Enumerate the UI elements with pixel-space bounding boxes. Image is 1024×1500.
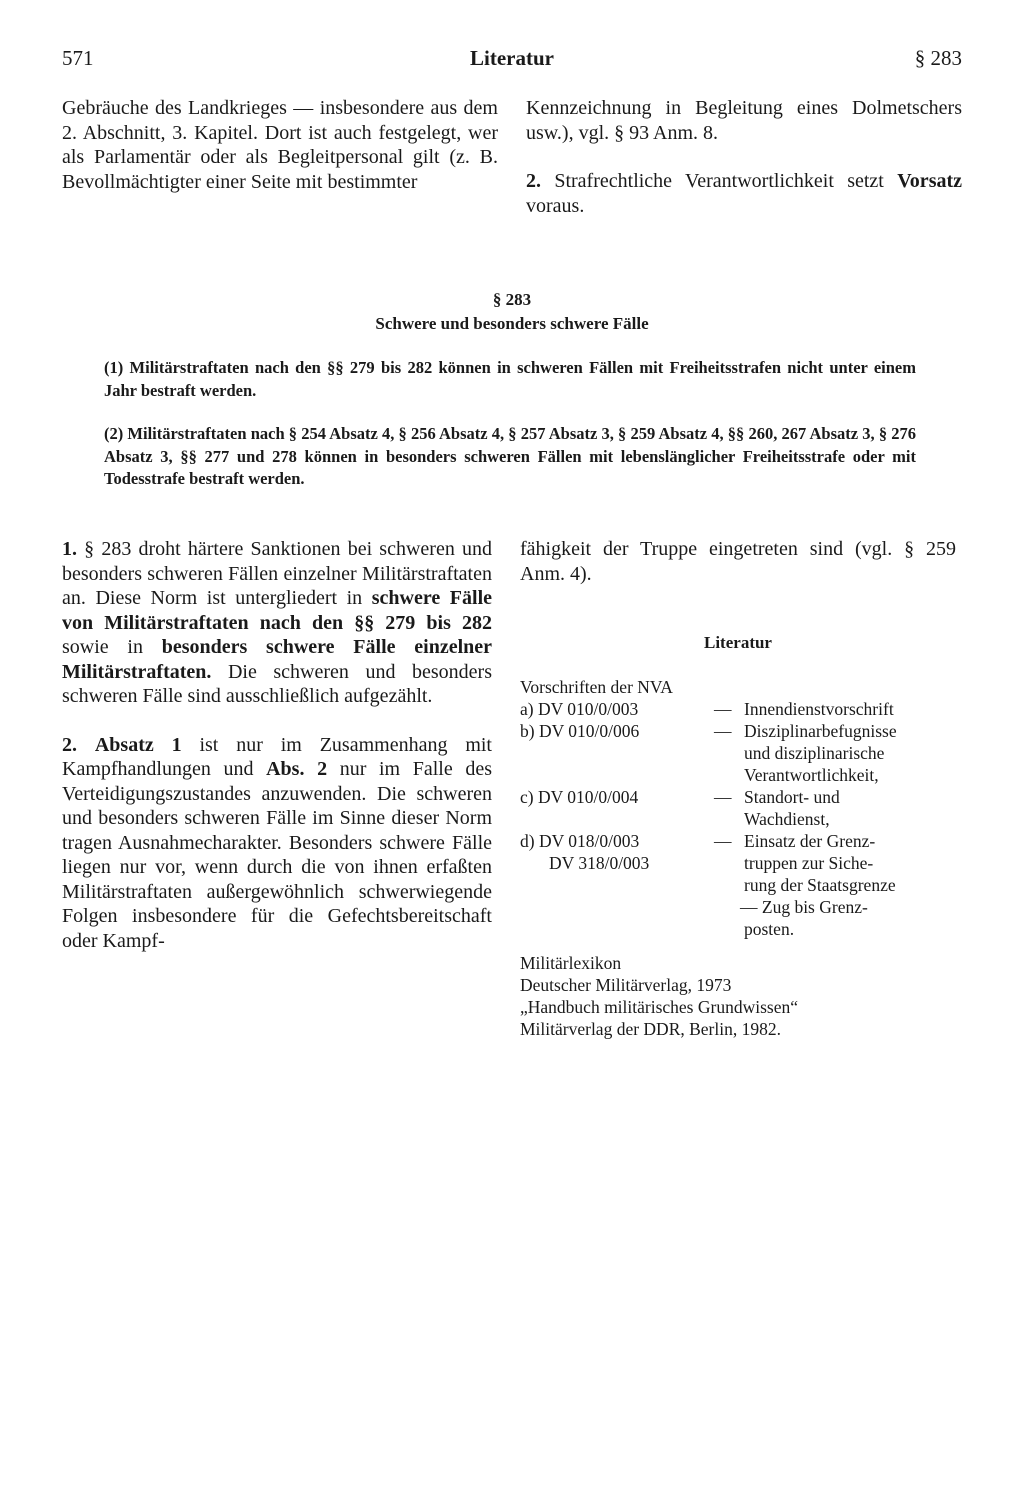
literature-entry-description: Innendienstvorschrift xyxy=(744,699,894,719)
literature-entry-dash: — xyxy=(714,721,732,741)
top-right-paragraph-1: Kennzeichnung in Begleitung eines Dolmetschers usw.), vgl. § 93 Anm. 8. xyxy=(526,97,962,144)
top-right-paragraph-2 xyxy=(526,169,962,218)
note-1-bold-a: schwere Fälle von Militärstraftaten nach den §§ 279 bis 282 xyxy=(62,587,493,634)
note-number: 2. xyxy=(526,170,541,192)
literature-entry-description: Disziplinarbefugnisse xyxy=(744,721,897,741)
literature-reference: „Handbuch militärisches Grundwissen“ xyxy=(520,997,798,1017)
note-1-bold-b: besonders schwere Fälle einzelner Militärstraftaten. xyxy=(62,636,493,683)
note-2-bold-b: Abs. 2 xyxy=(266,758,328,780)
literature-entry-description: — Zug bis Grenz- xyxy=(740,897,868,917)
section-number: § 283 xyxy=(492,290,532,309)
note-1-text-c: Die schweren und besonders schweren Fälle sind ausschließlich aufgezählt. xyxy=(62,660,492,707)
section-title: Schwere und besonders schwere Fälle xyxy=(375,314,649,333)
top-left-column xyxy=(62,96,498,194)
commentary-right-column xyxy=(520,537,956,586)
literature-reference: Militärverlag der DDR, Berlin, 1982. xyxy=(520,1019,781,1039)
note-2-text-b: nur im Falle des Verteidigungszustandes anzuwenden. Die schweren und besonders schweren Fälle im Sinne dieser Norm tragen Ausnahmecharakter. Besonders schwere Fälle liegen nur vor, wenn durch die von ihnen erfaßten Militärstraftaten außergewöhnlich schwerwiegende Folgen insbesondere für die Gefechtsbereitschaft oder Kampf- xyxy=(62,758,492,952)
note-1-number: 1. xyxy=(62,538,77,560)
commentary-continuation: fähigkeit der Truppe eingetreten sind (vgl. § 259 Anm. 4). xyxy=(520,538,956,585)
note-1-text-a: § 283 droht härtere Sanktionen bei schweren und besonders schweren Fällen einzelner Militärstraftaten an. Diese Norm ist untergliedert in xyxy=(62,538,492,609)
commentary-note-2 xyxy=(62,733,492,954)
literature-entry-label: b) DV 010/0/006 xyxy=(520,721,640,741)
literature-entry-description: Einsatz der Grenz- xyxy=(744,831,876,851)
literature-entry-description: Wachdienst, xyxy=(744,809,830,829)
literature-entry-description: Standort- und xyxy=(744,787,840,807)
literature-entry-label: d) DV 018/0/003 xyxy=(520,831,640,851)
note-text-end: voraus. xyxy=(526,194,585,217)
running-section: § 283 xyxy=(914,46,962,70)
literature-reference: Deutscher Militärverlag, 1973 xyxy=(520,975,732,995)
literature-entry-dash: — xyxy=(714,831,732,851)
literature-entry-label: DV 318/0/003 xyxy=(549,853,650,873)
literature-entry-dash: — xyxy=(714,699,732,719)
literature-entry-description: truppen zur Siche- xyxy=(744,853,874,873)
literature-entry-dash: — xyxy=(714,787,732,807)
literature-entry-label: c) DV 010/0/004 xyxy=(520,787,639,807)
literature-entry-description: Verantwortlichkeit, xyxy=(744,765,879,785)
literature-heading: Literatur xyxy=(704,633,772,652)
law-paragraph-2: (2) Militärstraftaten nach § 254 Absatz 4, § 256 Absatz 4, § 257 Absatz 3, § 259 Absatz 4, §§ 260, 267 Absatz 3, § 276 Absatz 3, §§ 277 und 278 können in besonders schweren Fällen mit lebenslänglicher Freiheitsstrafe oder mit Todesstrafe bestraft werden. xyxy=(104,424,916,488)
page-number: 571 xyxy=(62,46,94,70)
literature-entry-description: und disziplinarische xyxy=(744,743,885,763)
top-right-column xyxy=(526,96,962,218)
note-2-text-a: ist nur im Zusammenhang mit Kampfhandlungen und xyxy=(62,733,492,780)
note-2-number: 2. xyxy=(62,733,77,756)
commentary-left-column xyxy=(62,537,492,953)
literature-entry-label: a) DV 010/0/003 xyxy=(520,699,639,719)
literature-entry-description: rung der Staatsgrenze xyxy=(744,875,896,895)
literature-entry-description: posten. xyxy=(744,919,795,939)
commentary-note-1 xyxy=(62,537,492,709)
note-2-bold-a: Absatz 1 xyxy=(94,733,182,756)
note-bold: Vorsatz xyxy=(897,170,963,192)
literature-reference: Militärlexikon xyxy=(520,953,622,973)
note-1-text-b: sowie in xyxy=(62,636,162,658)
note-text: Strafrechtliche Verantwortlichkeit setzt xyxy=(554,170,898,192)
running-title: Literatur xyxy=(470,46,554,70)
law-paragraph-1: (1) Militärstraftaten nach den §§ 279 bis 282 können in schweren Fällen mit Freiheitsstrafen nicht unter einem Jahr bestraft werden. xyxy=(104,358,916,400)
literature-intro: Vorschriften der NVA xyxy=(520,677,673,697)
literature-block xyxy=(520,676,980,1039)
top-left-paragraph: Gebräuche des Landkrieges — insbesondere aus dem 2. Abschnitt, 3. Kapitel. Dort ist auch festgelegt, wer als Parlamentär oder als Begleitpersonal gilt (z. B. Bevollmächtigter einer Seite mit bestimmter xyxy=(62,97,498,193)
